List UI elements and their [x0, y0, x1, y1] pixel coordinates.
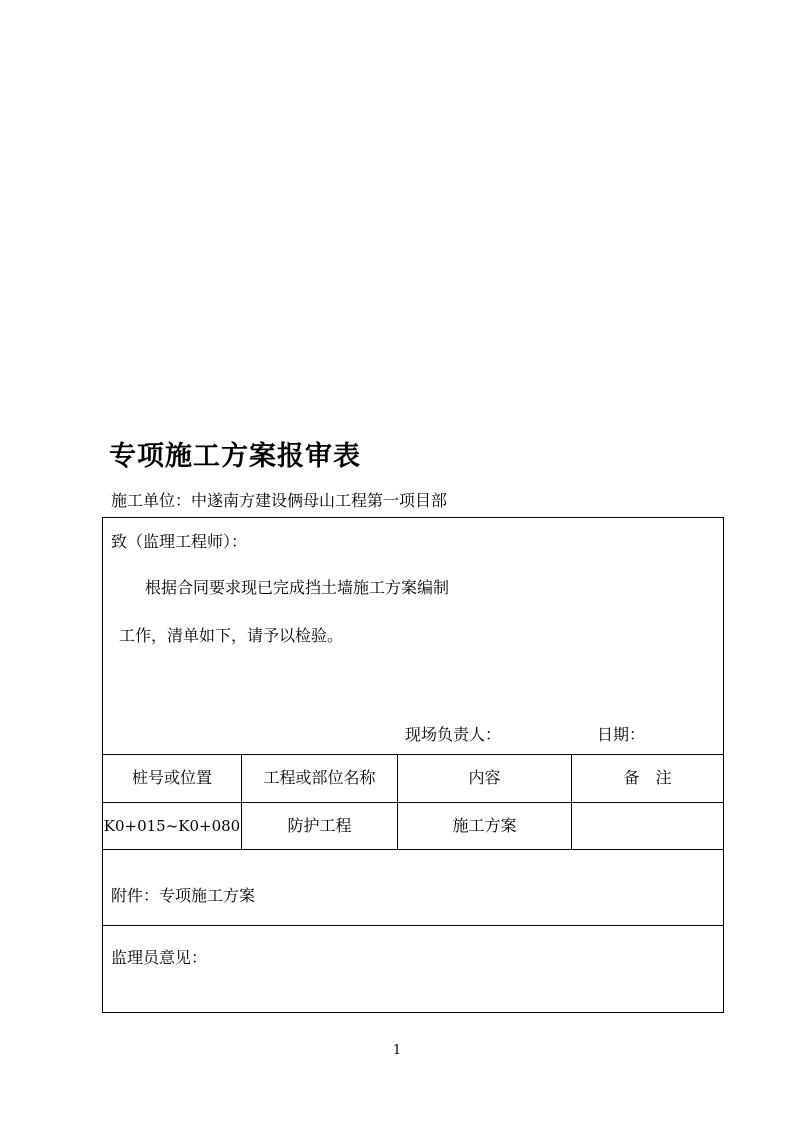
- header-cell-remarks: 备 注: [623, 768, 672, 787]
- date-label: 日期：: [597, 725, 646, 744]
- attachment-bottom-rule: [103, 925, 723, 926]
- body-text-line-2: 工作，清单如下，请予以检验。: [119, 626, 344, 645]
- body-text-line-1: 根据合同要求现已完成挡土墙施工方案编制: [145, 578, 450, 597]
- page-number: 1: [392, 1043, 402, 1058]
- responsible-person-label: 现场负责人：: [405, 725, 502, 744]
- header-cell-location: 桩号或位置: [131, 768, 212, 787]
- table-top-rule: [103, 754, 723, 755]
- attachment-line: 附件：专项施工方案: [111, 886, 256, 905]
- approval-form: [102, 517, 724, 1013]
- document-title: 专项施工方案报审表: [109, 441, 361, 472]
- addressee-line: 致（监理工程师）：: [111, 532, 248, 551]
- row-cell-project-name: 防护工程: [287, 816, 352, 835]
- header-cell-content: 内容: [468, 768, 501, 787]
- construction-unit-line: 施工单位：中遂南方建设俩母山工程第一项目部: [111, 491, 448, 510]
- header-cell-project-name: 工程或部位名称: [263, 768, 376, 787]
- row-cell-content: 施工方案: [452, 816, 517, 835]
- supervisor-opinion-label: 监理员意见：: [111, 948, 208, 967]
- row-cell-location: K0+015~K0+080: [103, 817, 241, 835]
- row-bottom-rule: [103, 849, 723, 850]
- header-bottom-rule: [103, 802, 723, 803]
